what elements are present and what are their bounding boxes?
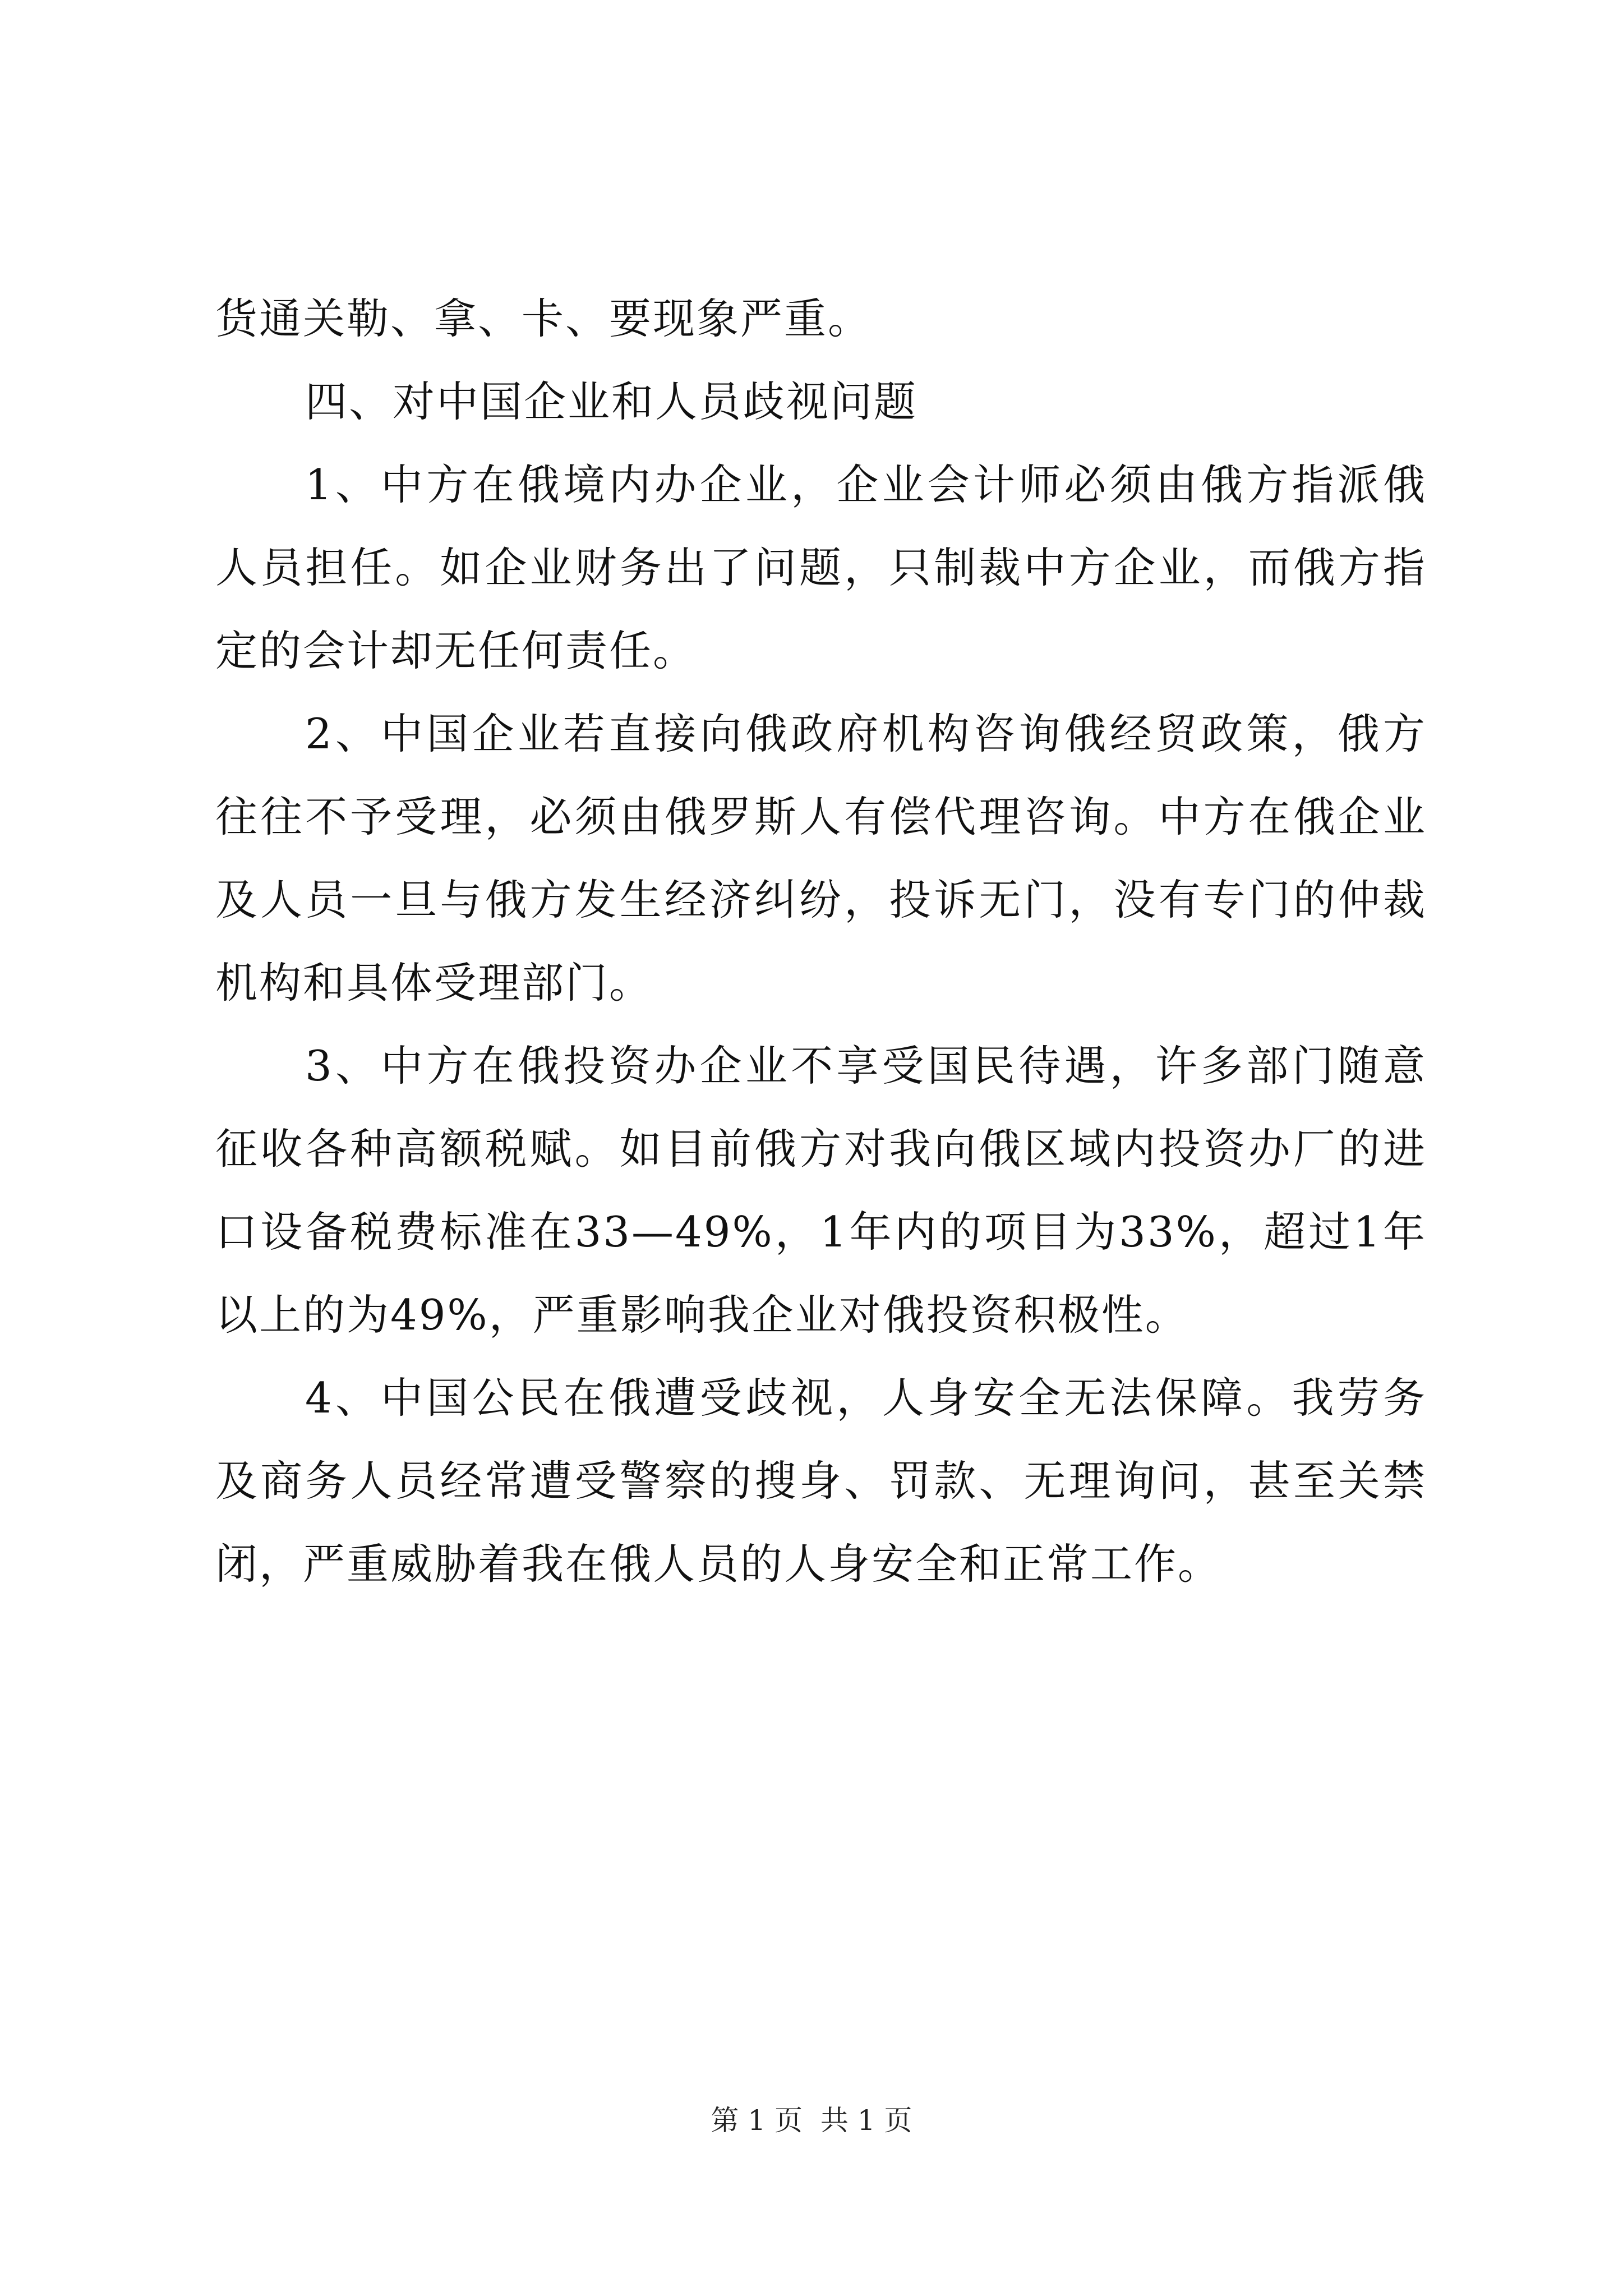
document-body [215, 277, 1427, 1605]
paragraph-item-1: 1、中方在俄境内办企业，企业会计师必须由俄方指派俄人员担任。如企业财务出了问题，只制裁中方企业，而俄方指定的会计却无任何责任。 [215, 460, 1427, 675]
paragraph-item-4: 4、中国公民在俄遭受歧视，人身安全无法保障。我劳务及商务人员经常遭受警察的搜身、罚款、无理询问，甚至关禁闭，严重威胁着我在俄人员的人身安全和正常工作。 [215, 1373, 1427, 1589]
paragraph-item-3: 3、中方在俄投资办企业不享受国民待遇，许多部门随意征收各种高额税赋。如目前俄方对我向俄区域内投资办厂的进口设备税费标准在33—49%，1年内的项目为33%，超过1年以上的为49%，严重影响我企业对俄投资积极性。 [215, 1041, 1427, 1340]
section-heading: 四、对中国企业和人员歧视问题 [305, 377, 918, 426]
paragraph-item-2: 2、中国企业若直接向俄政府机构咨询俄经贸政策，俄方往往不予受理，必须由俄罗斯人有偿代理咨询。中方在俄企业及人员一旦与俄方发生经济纠纷，投诉无门，没有专门的仲裁机构和具体受理部门。 [215, 709, 1427, 1007]
paragraph-continuation: 货通关勒、拿、卡、要现象严重。 [215, 294, 872, 343]
page-footer: 第 1 页 共 1 页 [711, 2104, 912, 2137]
